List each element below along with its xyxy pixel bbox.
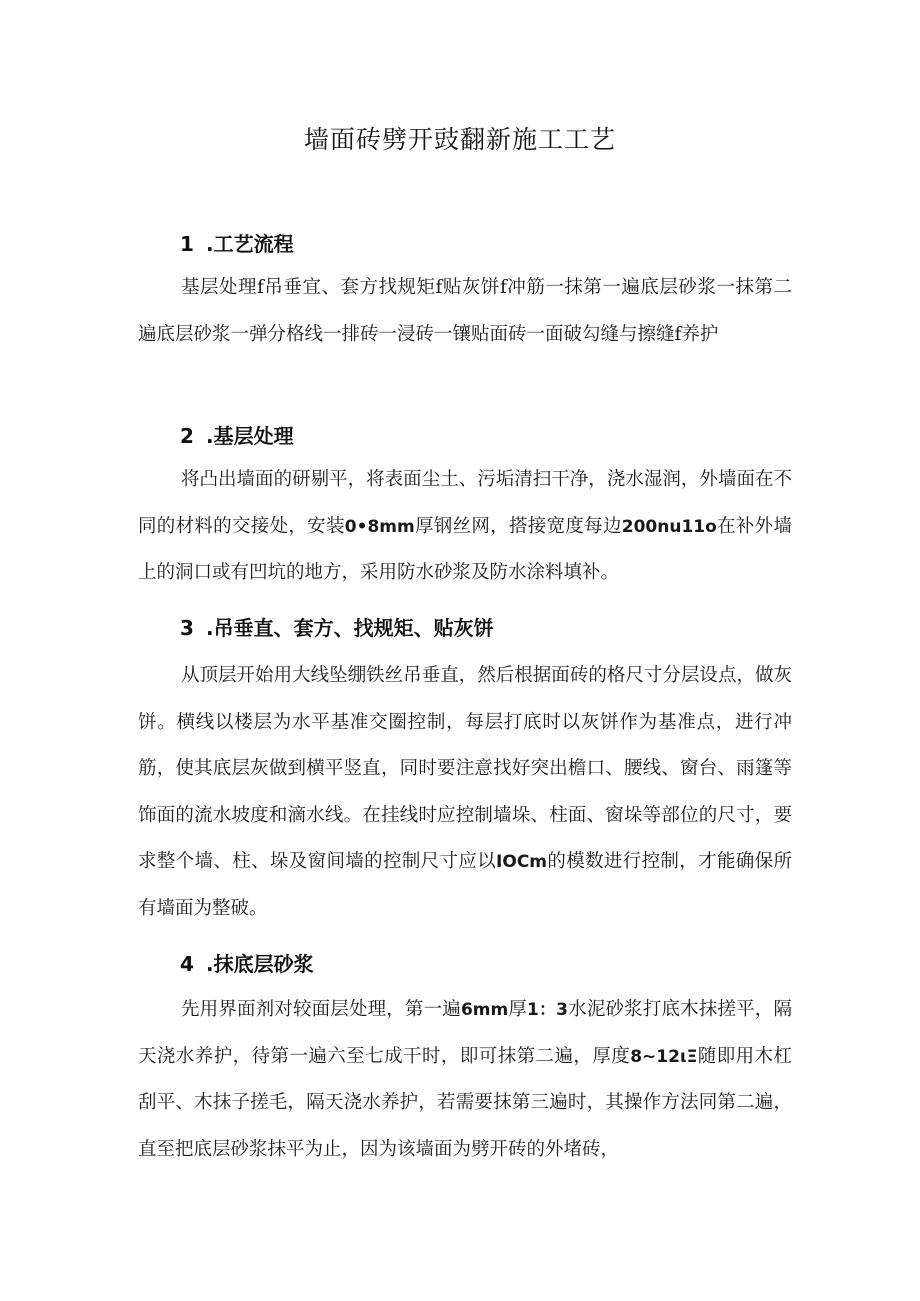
section-title: .吊垂直、套方、找规矩、贴灰饼 <box>206 616 494 640</box>
spec-mix-ratio: 1：3 <box>527 1000 569 1020</box>
text-run: 厚钢丝网，搭接宽度每边 <box>414 515 622 537</box>
section-heading-3 <box>180 612 494 641</box>
text-run: 厚 <box>508 999 528 1020</box>
spec-first-coat: 6mm <box>460 1000 509 1020</box>
section-number: 1 <box>180 232 194 256</box>
section-number: 2 <box>180 424 194 448</box>
text-run: 随即用木杠刮平、木抹子搓毛，隔天浇水养护，若需要抹第三遍时，其操作方法同第二遍，直至把底层砂浆抹平为止，因为该墙面为劈开砖的外堵砖， <box>138 1045 792 1160</box>
text-run: 先用界面剂对较面层处理，第一遍 <box>181 999 461 1020</box>
text-run: 将凸出墙面的研剔平，将表面尘土、污垢清扫干净，浇水湿润，外墙面在不同的材料的交接处，安装 <box>138 469 792 537</box>
section-paragraph-2 <box>138 457 792 597</box>
section-number: 4 <box>180 952 194 976</box>
section-number: 3 <box>180 616 194 640</box>
section-heading-2 <box>180 420 294 449</box>
spec-module: IOCm <box>496 852 548 872</box>
spec-second-coat: 8~12ιΞ <box>630 1046 698 1067</box>
section-title: .工艺流程 <box>206 232 294 256</box>
text-run: 的模数进行控制，才能确保所有墙面为整破。 <box>138 851 792 919</box>
section-paragraph-3 <box>138 653 792 932</box>
section-title: .基层处理 <box>206 424 294 448</box>
spec-thickness: 0•8mm <box>344 516 415 537</box>
section-paragraph-4 <box>138 987 792 1173</box>
text-run: 水泥砂浆打底木抹搓平，隔天浇水养护，待第一遍六至七成干时，即可抹第二遍，厚度 <box>138 999 792 1067</box>
section-title: .抹底层砂浆 <box>206 952 314 976</box>
text-run: 在补外墙上的洞口或有凹坑的地方，采用防水砂浆及防水涂料填补。 <box>138 515 792 583</box>
document-title: 墙面砖劈开豉翻新施工工艺 <box>303 125 616 154</box>
text-run: 从顶层开始用大线坠绷铁丝吊垂直，然后根据面砖的格尺寸分层设点，做灰饼。横线以楼层为水平基准交圈控制，每层打底时以灰饼作为基准点，进行冲筋，使其底层灰做到横平竖直，同时要注意找好突出檐口、腰线、窗台、雨篷等饰面的流水坡度和滴水线。在挂线时应控制墙垛、柱面、窗垛等部位的尺寸，要求整个墙、柱、垛及窗间墙的控制尺寸应以 <box>138 665 792 872</box>
spec-overlap-width: 200nu11o <box>621 516 717 537</box>
section-paragraph-1: 基层处理f吊垂宜、套方找规矩f贴灰饼f冲筋一抹第一遍底层砂浆一抹第二遍底层砂浆一弹分格线一排砖一浸砖一镶贴面砖一面破勾缝与擦缝f养护 <box>138 277 792 345</box>
section-heading-1 <box>180 228 294 257</box>
section-heading-4 <box>180 948 314 977</box>
